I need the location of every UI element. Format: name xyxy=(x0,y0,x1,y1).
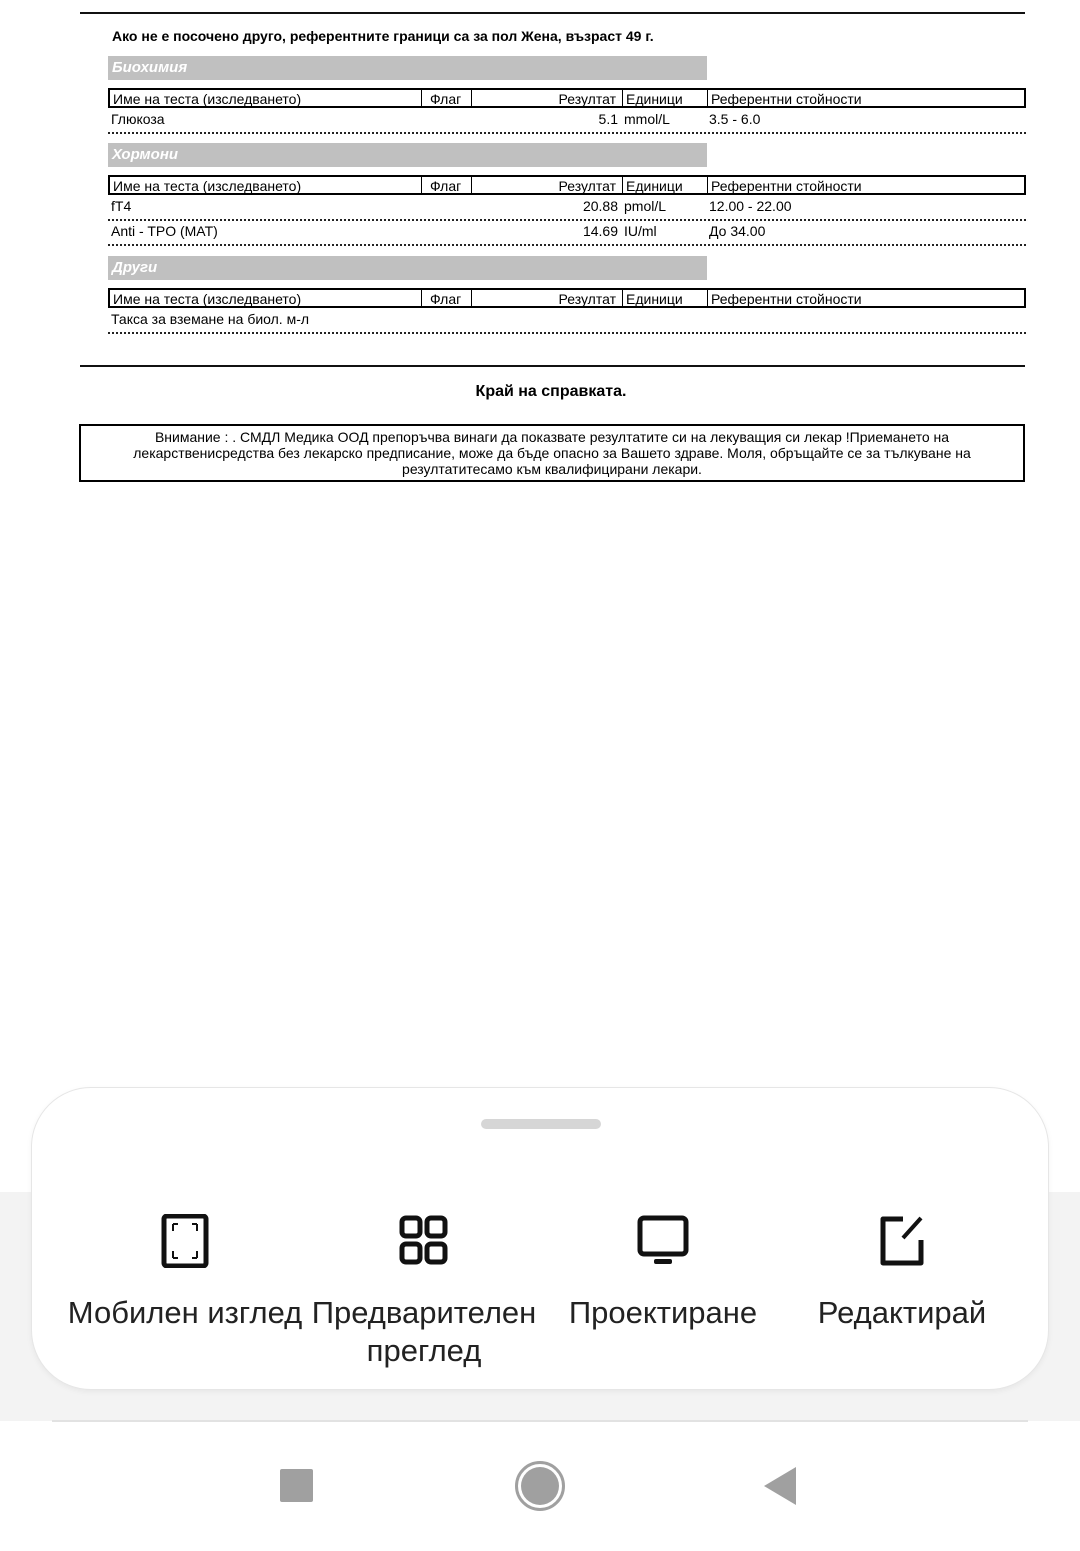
end-of-report: Край на справката. xyxy=(475,383,627,400)
table-header xyxy=(108,88,1026,108)
cell-name: fT4 xyxy=(111,198,132,214)
column-name: Име на теста (изследването) xyxy=(113,178,302,194)
column-units: Единици xyxy=(626,91,683,107)
edit-icon xyxy=(877,1214,927,1268)
cell-result: 5.1 xyxy=(598,111,618,127)
column-name: Име на теста (изследването) xyxy=(113,291,302,307)
drag-handle[interactable] xyxy=(481,1119,601,1129)
cell-name: Anti - TPO (MAT) xyxy=(111,223,218,239)
edit-button[interactable] xyxy=(782,1214,1022,1332)
cast-button[interactable] xyxy=(543,1214,783,1332)
circle-icon xyxy=(521,1467,559,1505)
column-name: Име на теста (изследването) xyxy=(113,91,302,107)
cell-units: pmol/L xyxy=(624,198,667,214)
preview-button[interactable] xyxy=(304,1214,544,1370)
table-header xyxy=(108,175,1026,195)
cell-name: Такса за вземане на биол. м-л xyxy=(111,311,310,327)
column-units: Единици xyxy=(626,291,683,307)
section-header: Хормони xyxy=(108,143,707,167)
warning-box: Внимание : . СМДЛ Медика ООД препоръчва винаги да показвате резултатите си на лекуващия си лекар !Приемането на лекарственисредства без лекарско предписание, може да бъде опасно за Вашето здраве. Моля, обръщайте се за тълкуване на резултатитесамо към квалифицирани лекари. xyxy=(79,424,1025,482)
action-label: Предварителен преглед xyxy=(311,1295,537,1368)
section-header: Други xyxy=(108,256,707,280)
top-rule xyxy=(80,12,1025,14)
column-units: Единици xyxy=(626,178,683,194)
column-ref: Референтни стойности xyxy=(711,291,862,307)
cell-ref: До 34.00 xyxy=(709,223,766,239)
bottom-sheet xyxy=(31,1087,1049,1390)
monitor-icon xyxy=(636,1214,690,1268)
bottom-rule xyxy=(80,365,1025,367)
cell-result: 20.88 xyxy=(582,198,618,214)
action-label: Проектиране xyxy=(568,1295,758,1330)
table-row xyxy=(108,221,1026,246)
cell-units: mmol/L xyxy=(624,111,670,127)
mobile-view-button[interactable] xyxy=(65,1214,305,1332)
column-ref: Референтни стойности xyxy=(711,178,862,194)
table-row xyxy=(108,196,1026,221)
column-result: Резултат xyxy=(558,291,616,307)
table-row xyxy=(108,309,1026,334)
column-result: Резултат xyxy=(558,178,616,194)
cell-name: Глюкоза xyxy=(111,111,165,127)
action-label: Редактирай xyxy=(817,1295,987,1330)
column-flag: Флаг xyxy=(430,178,462,194)
divider xyxy=(52,1420,1028,1422)
reference-note: Ако не е посочено друго, референтните граници са за пол Жена, възраст 49 г. xyxy=(112,28,654,44)
cell-units: IU/ml xyxy=(624,223,657,239)
grid-icon xyxy=(399,1214,449,1268)
mobile-view-icon xyxy=(161,1214,209,1268)
table-row xyxy=(108,109,1026,134)
cell-result: 14.69 xyxy=(582,223,618,239)
action-label: Мобилен изглед xyxy=(67,1295,303,1330)
table-header xyxy=(108,288,1026,308)
column-flag: Флаг xyxy=(430,91,462,107)
column-ref: Референтни стойности xyxy=(711,91,862,107)
column-result: Резултат xyxy=(558,91,616,107)
recents-button[interactable] xyxy=(280,1469,313,1502)
column-flag: Флаг xyxy=(430,291,462,307)
cell-ref: 12.00 - 22.00 xyxy=(709,198,792,214)
cell-ref: 3.5 - 6.0 xyxy=(709,111,761,127)
back-button[interactable] xyxy=(764,1467,796,1505)
home-button[interactable] xyxy=(515,1461,565,1511)
section-header: Биохимия xyxy=(108,56,707,80)
